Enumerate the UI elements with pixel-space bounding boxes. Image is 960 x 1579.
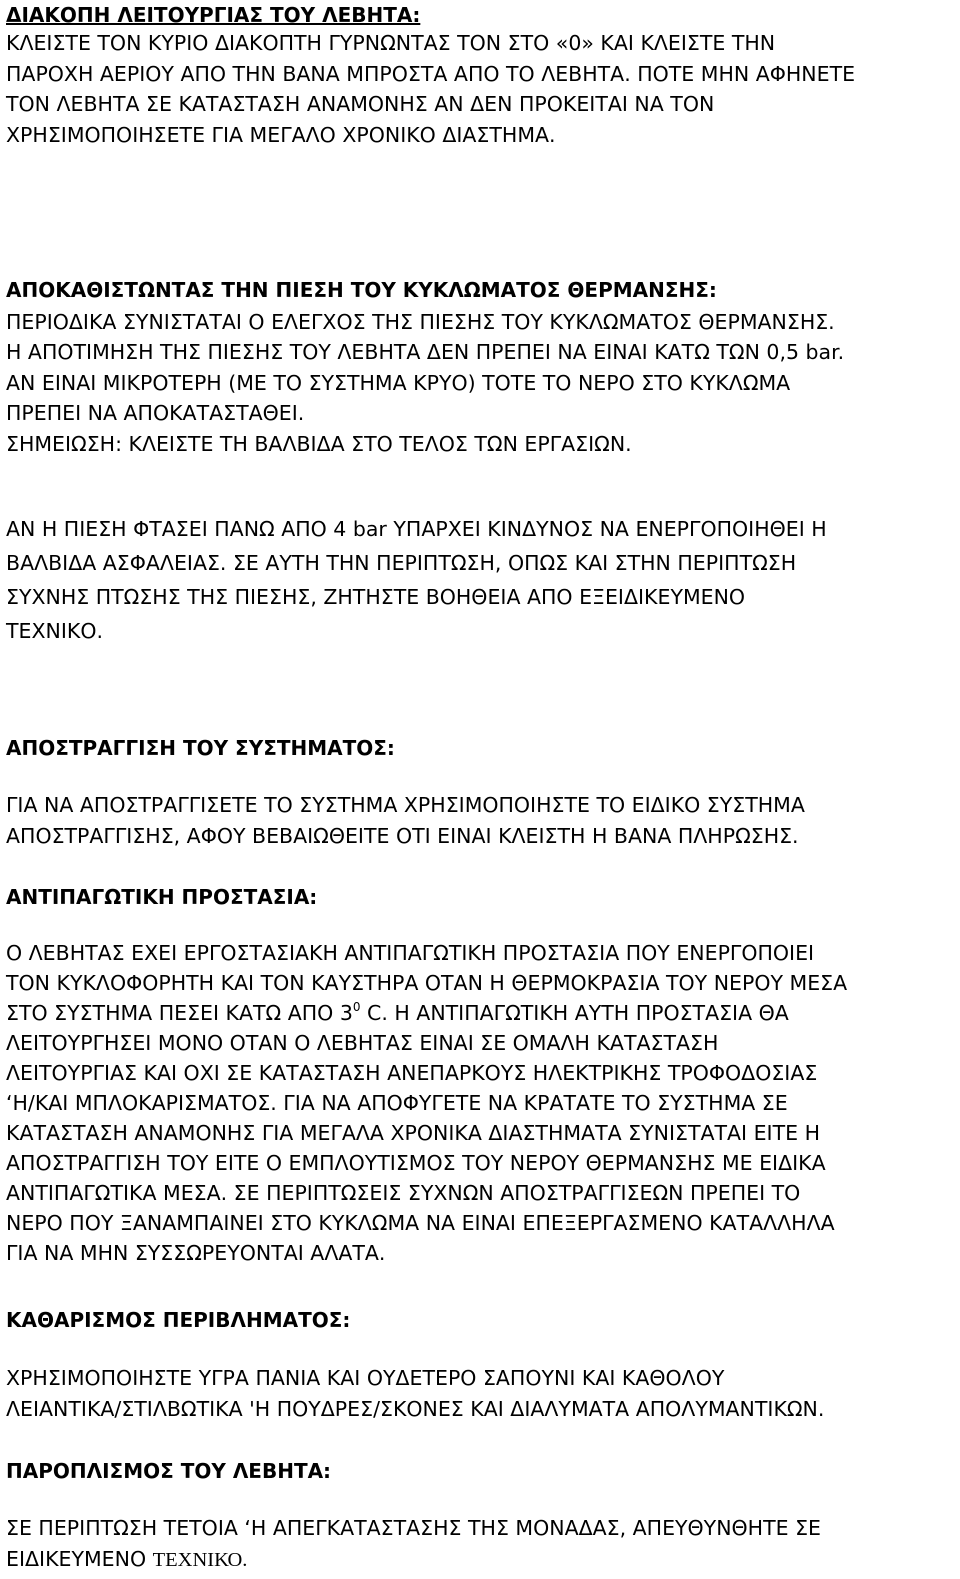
text-line: ΛΕΙΑΝΤΙΚΑ/ΣΤΙΛΒΩΤΙΚΑ 'Η ΠΟΥΔΡΕΣ/ΣΚΟΝΕΣ ΚΑΙ ΔΙΑΛΥΜΑΤΑ ΑΠΟΛΥΜΑΝΤΙΚΩΝ. <box>6 1396 825 1421</box>
text-line: ΤΟΝ ΚΥΚΛΟΦΟΡΗΤΗ ΚΑΙ ΤΟΝ ΚΑΥΣΤΗΡΑ ΟΤΑΝ Η ΘΕΡΜΟΚΡΑΣΙΑ ΤΟΥ ΝΕΡΟΥ ΜΕΣΑ <box>6 971 848 995</box>
text-line: ΤΟΝ ΛΕΒΗΤΑ ΣΕ ΚΑΤΑΣΤΑΣΗ ΑΝΑΜΟΝΗΣ ΑΝ ΔΕΝ ΠΡΟΚΕΙΤΑΙ ΝΑ ΤΟΝ <box>6 92 715 116</box>
superscript-degree: 0 <box>352 1000 361 1014</box>
text-line: ΠΑΡΟΧΗ ΑΕΡΙΟΥ ΑΠΟ ΤΗΝ ΒΑΝΑ ΜΠΡΟΣΤΑ ΑΠΟ ΤΟ ΛΕΒΗΤΑ. ΠΟΤΕ ΜΗΝ ΑΦΗΝΕΤΕ <box>6 61 856 86</box>
text-line: ΝΕΡΟ ΠΟΥ ΞΑΝΑΜΠΑΙΝΕΙ ΣΤΟ ΚΥΚΛΩΜΑ ΝΑ ΕΙΝΑΙ ΕΠΕΞΕΡΓΑΣΜΕΝΟ ΚΑΤΑΛΛΗΛΑ <box>6 1211 835 1235</box>
text-line: ΧΡΗΣΙΜΟΠΟΙΗΣΕΤΕ ΓΙΑ ΜΕΓΑΛΟ ΧΡΟΝΙΚΟ ΔΙΑΣΤΗΜΑ. <box>6 122 556 147</box>
text-line: ‘Η/ΚΑΙ ΜΠΛΟΚΑΡΙΣΜΑΤΟΣ. ΓΙΑ ΝΑ ΑΠΟΦΥΓΕΤΕ ΝΑ ΚΡΑΤΑΤΕ ΤΟ ΣΥΣΤΗΜΑ ΣΕ <box>6 1091 788 1115</box>
text-line: ΣΥΧΝΗΣ ΠΤΩΣΗΣ ΤΗΣ ΠΙΕΣΗΣ, ΖΗΤΗΣΤΕ ΒΟΗΘΕΙΑ ΑΠΟ ΕΞΕΙΔΙΚΕΥΜΕΝΟ <box>6 585 746 609</box>
text-line: ΛΕΙΤΟΥΡΓΙΑΣ ΚΑΙ ΟΧΙ ΣΕ ΚΑΤΑΣΤΑΣΗ ΑΝΕΠΑΡΚΟΥΣ ΗΛΕΚΤΡΙΚΗΣ ΤΡΟΦΟΔΟΣΙΑΣ <box>6 1061 818 1085</box>
text-line: ΣΗΜΕΙΩΣΗ: ΚΛΕΙΣΤΕ ΤΗ ΒΑΛΒΙΔΑ ΣΤΟ ΤΕΛΟΣ ΤΩΝ ΕΡΓΑΣΙΩΝ. <box>6 431 632 456</box>
text-line: Ο ΛΕΒΗΤΑΣ ΕΧΕΙ ΕΡΓΟΣΤΑΣΙΑΚΗ ΑΝΤΙΠΑΓΩΤΙΚΗ ΠΡΟΣΤΑΣΙΑ ΠΟΥ ΕΝΕΡΓΟΠΟΙΕΙ <box>6 941 815 965</box>
text-line: ΑΝ ΕΙΝΑΙ ΜΙΚΡΟΤΕΡΗ (ΜΕ ΤΟ ΣΥΣΤΗΜΑ ΚΡΥΟ) ΤΟΤΕ ΤΟ ΝΕΡΟ ΣΤΟ ΚΥΚΛΩΜΑ <box>6 370 791 395</box>
text-fragment: ΕΙΔΙΚΕΥΜΕΝΟ <box>6 1546 153 1571</box>
text-line: ΠΕΡΙΟΔΙΚΑ ΣΥΝΙΣΤΑΤΑΙ Ο ΕΛΕΓΧΟΣ ΤΗΣ ΠΙΕΣΗΣ ΤΟΥ ΚΥΚΛΩΜΑΤΟΣ ΘΕΡΜΑΝΣΗΣ. <box>6 310 835 334</box>
text-line: ΧΡΗΣΙΜΟΠΟΙΗΣΤΕ ΥΓΡΑ ΠΑΝΙΑ ΚΑΙ ΟΥΔΕΤΕΡΟ ΣΑΠΟΥΝΙ ΚΑΙ ΚΑΘΟΛΟΥ <box>6 1366 725 1390</box>
text-line <box>6 1544 821 1575</box>
text-line: ΑΠΟΣΤΡΑΓΓΙΣΗ ΤΟΥ ΕΙΤΕ Ο ΕΜΠΛΟΥΤΙΣΜΟΣ ΤΟΥ ΝΕΡΟΥ ΘΕΡΜΑΝΣΗΣ ΜΕ ΕΙΔΙΚΑ <box>6 1151 826 1175</box>
heading-casing-cleaning: ΚΑΘΑΡΙΣΜΟΣ ΠΕΡΙΒΛΗΜΑΤΟΣ: <box>6 1308 351 1332</box>
paragraph-drainage <box>6 790 805 851</box>
text-line: ΑΠΟΣΤΡΑΓΓΙΣΗΣ, ΑΦΟΥ ΒΕΒΑΙΩΘΕΙΤΕ ΟΤΙ ΕΙΝΑΙ ΚΛΕΙΣΤΗ Η ΒΑΝΑ ΠΛΗΡΩΣΗΣ. <box>6 823 799 848</box>
text-line: ΚΑΤΑΣΤΑΣΗ ΑΝΑΜΟΝΗΣ ΓΙΑ ΜΕΓΑΛΑ ΧΡΟΝΙΚΑ ΔΙΑΣΤΗΜΑΤΑ ΣΥΝΙΣΤΑΤΑΙ ΕΙΤΕ Η <box>6 1121 821 1145</box>
heading-restore-pressure: ΑΠΟΚΑΘΙΣΤΩΝΤΑΣ ΤΗΝ ΠΙΕΣΗ ΤΟΥ ΚΥΚΛΩΜΑΤΟΣ ΘΕΡΜΑΝΣΗΣ: <box>6 278 717 302</box>
text-line: ΑΝΤΙΠΑΓΩΤΙΚΑ ΜΕΣΑ. ΣΕ ΠΕΡΙΠΤΩΣΕΙΣ ΣΥΧΝΩΝ ΑΠΟΣΤΡΑΓΓΙΣΕΩΝ ΠΡΕΠΕΙ ΤΟ <box>6 1181 801 1205</box>
text-line: ΑΝ Η ΠΙΕΣΗ ΦΤΑΣΕΙ ΠΑΝΩ ΑΠΟ 4 bar ΥΠΑΡΧΕΙ ΚΙΝΔΥΝΟΣ ΝΑ ΕΝΕΡΓΟΠΟΙΗΘΕΙ Η <box>6 517 827 541</box>
heading-drainage: ΑΠΟΣΤΡΑΓΓΙΣΗ ΤΟΥ ΣΥΣΤΗΜΑΤΟΣ: <box>6 736 395 760</box>
paragraph-casing-cleaning <box>6 1363 824 1424</box>
text-line: ΓΙΑ ΝΑ ΜΗΝ ΣΥΣΣΩΡΕΥΟΝΤΑΙ ΑΛΑΤΑ. <box>6 1241 386 1265</box>
text-line: ΤΕΧΝΙΚΟ. <box>6 619 103 643</box>
paragraph-antifreeze <box>6 938 847 1268</box>
heading-decommissioning: ΠΑΡΟΠΛΙΣΜΟΣ ΤΟΥ ΛΕΒΗΤΑ: <box>6 1459 332 1483</box>
text-line: ΓΙΑ ΝΑ ΑΠΟΣΤΡΑΓΓΙΣΕΤΕ ΤΟ ΣΥΣΤΗΜΑ ΧΡΗΣΙΜΟΠΟΙΗΣΤΕ ΤΟ ΕΙΔΙΚΟ ΣΥΣΤΗΜΑ <box>6 793 805 817</box>
text-fragment: ΣΤΟ ΣΥΣΤΗΜΑ ΠΕΣΕΙ ΚΑΤΩ ΑΠΟ 3 <box>6 1001 353 1025</box>
text-fragment-serif: ΤΕΧΝΙΚΟ. <box>152 1548 248 1571</box>
text-line: ΒΑΛΒΙΔΑ ΑΣΦΑΛΕΙΑΣ. ΣΕ ΑΥΤΗ ΤΗΝ ΠΕΡΙΠΤΩΣΗ, ΟΠΩΣ ΚΑΙ ΣΤΗΝ ΠΕΡΙΠΤΩΣΗ <box>6 551 797 575</box>
text-line-temperature <box>6 998 847 1028</box>
paragraph-decommissioning <box>6 1513 821 1574</box>
paragraph-boiler-shutdown <box>6 28 855 150</box>
text-line: ΚΛΕΙΣΤΕ ΤΟΝ ΚΥΡΙΟ ΔΙΑΚΟΠΤΗ ΓΥΡΝΩΝΤΑΣ ΤΟΝ ΣΤΟ «0» ΚΑΙ ΚΛΕΙΣΤΕ ΤΗΝ <box>6 31 776 55</box>
text-fragment: C. Η ΑΝΤΙΠΑΓΩΤΙΚΗ ΑΥΤΗ ΠΡΟΣΤΑΣΙΑ ΘΑ <box>360 1001 789 1025</box>
paragraph-restore-pressure <box>6 307 844 459</box>
text-line: ΛΕΙΤΟΥΡΓΗΣΕΙ ΜΟΝΟ ΟΤΑΝ Ο ΛΕΒΗΤΑΣ ΕΙΝΑΙ ΣΕ ΟΜΑΛΗ ΚΑΤΑΣΤΑΣΗ <box>6 1031 719 1055</box>
heading-boiler-shutdown: ΔΙΑΚΟΠΗ ΛΕΙΤΟΥΡΓΙΑΣ ΤΟΥ ΛΕΒΗΤΑ: <box>6 3 421 27</box>
text-line: ΣΕ ΠΕΡΙΠΤΩΣΗ ΤΕΤΟΙΑ ‘Η ΑΠΕΓΚΑΤΑΣΤΑΣΗΣ ΤΗΣ ΜΟΝΑΔΑΣ, ΑΠΕΥΘΥΝΘΗΤΕ ΣΕ <box>6 1516 821 1540</box>
text-line: ΠΡΕΠΕΙ ΝΑ ΑΠΟΚΑΤΑΣΤΑΘΕΙ. <box>6 401 305 426</box>
text-line: Η ΑΠΟΤΙΜΗΣΗ ΤΗΣ ΠΙΕΣΗΣ ΤΟΥ ΛΕΒΗΤΑ ΔΕΝ ΠΡΕΠΕΙ ΝΑ ΕΙΝΑΙ ΚΑΤΩ ΤΩΝ 0,5 bar. <box>6 340 845 365</box>
heading-antifreeze: ΑΝΤΙΠΑΓΩΤΙΚΗ ΠΡΟΣΤΑΣΙΑ: <box>6 885 318 909</box>
paragraph-high-pressure <box>6 512 827 648</box>
